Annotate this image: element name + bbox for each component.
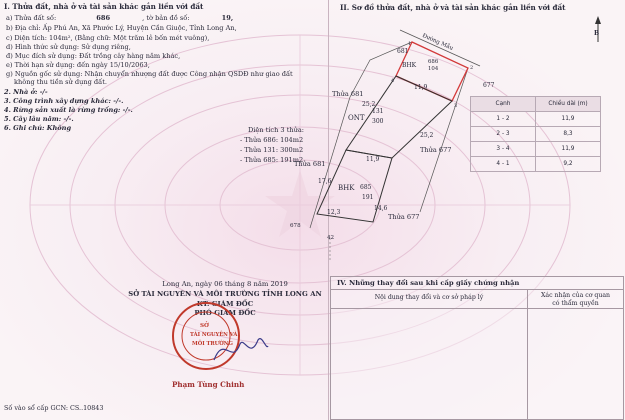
gcn-register-number: Số vào sổ cấp GCN: CS..10843 <box>4 404 104 412</box>
section1-title: I. Thửa đất, nhà ở và tài sản khác gắn liền với đất <box>4 2 204 11</box>
perennial: 5. Cây lâu năm: -/-. <box>4 115 74 123</box>
changes-col-confirm: Xác nhận của cơ quan có thẩm quyền <box>540 292 611 307</box>
table-row: 1 - 2 11,9 <box>471 112 601 127</box>
table-row: 4 - 1 9,2 <box>471 157 601 172</box>
handwritten-signature-icon <box>210 330 270 370</box>
section4-title: IV. Những thay đổi sau khi cấp giấy chứng nhận <box>337 279 520 287</box>
changes-table <box>330 276 624 420</box>
deputy-director: PHÓ GIÁM ĐỐC <box>194 309 256 317</box>
certificate-page: I. Thửa đất, nhà ở và tài sản khác gắn liền với đất a) Thửa đất số: 686 , tờ bản đồ số: 19, b) Địa chỉ: Ấp Phú An, Xã Phước Lý, Huyện Cần Giuộc, Tỉnh Long An, c) Diện tích: 104m², (Bằng chữ: Một trăm lẻ bốn mét vuông), d) Hình thức sử dụng: Sử dụng riêng, đ) Mục đích sử dụng: Đất trồng cây hàng năm khác, e) Thời hạn sử dụng: đến ngày 15/10/2063, g) Nguồn gốc sử dụng: Nhận chuyển nhượng đất được Công nhận QSDĐ như giao đất không thu tiền sử dụng đất. 2. Nhà ở: -/- 3. Công trình xây dựng khác: -/-. 4. Rừng sản xuất là rừng trồng: -/-. 5. Cây lâu năm: -/-. 6. Ghi chú: Không II. Sơ đồ thửa đất, nhà ở và tài sản khác gắn liền với đất B Đường Mẫu 681 BHK 686 104 677 Thửa 681 ONT 131 300 Thửa 677 Thửa 681 BHK 685 191 Thửa 677 678 42 25,2 11,9 25,2 11,9 17,6 12,3 14,6 1 2 3 4 Diện tích 3 thửa: - Thửa 686: 104m2 - Thửa 131: 300m2 - Thửa 685: 191m2 Cạnh Chiều dài (m) 1 - 2 11,9 2 - 3 8,3 3 - 4 11,9 4 - 1 9,2 Long An, ngày 06 tháng 8 năm 2019 SỞ TÀI NGUYÊN VÀ MÔI TRƯỜNG TỈNH LONG AN KT. GIÁM ĐỐC PHÓ GIÁM ĐỐC SỞ TÀI NGUYÊN VÀ MÔI TRƯỜNG Phạm Tùng Chinh Số vào sổ cấp GCN: CS..10843 IV. Những thay đổi sau khi cấp giấy chứng nhận Nội dung thay đổi và cơ sở pháp lý Xác nhận của cơ quan có thẩm quyền <box>0 0 625 420</box>
parcel-number: 686 <box>96 14 111 22</box>
north-label: B <box>594 30 600 37</box>
north-arrow-icon <box>595 16 601 42</box>
sign-date: Long An, ngày 06 tháng 8 năm 2019 <box>162 280 288 288</box>
table-row: 3 - 4 11,9 <box>471 142 601 157</box>
changes-col-content: Nội dung thay đổi và cơ sở pháp lý <box>374 294 484 301</box>
signer-name: Phạm Tùng Chinh <box>172 380 245 389</box>
kt-director: KT. GIÁM ĐỐC <box>196 300 254 308</box>
area: c) Diện tích: 104m², (Bằng chữ: Một trăm lẻ bốn mét vuông), <box>6 34 210 42</box>
parcel-line: a) Thửa đất số: 686 , tờ bản đồ số: 19, <box>6 14 234 22</box>
map-sheet-number: 19, <box>221 14 234 22</box>
house: 2. Nhà ở: -/- <box>4 88 48 96</box>
edge-length-table <box>470 96 601 172</box>
address: b) Địa chỉ: Ấp Phú An, Xã Phước Lý, Huyện Cần Giuộc, Tỉnh Long An, <box>6 24 237 32</box>
origin-line2: không thu tiền sử dụng đất. <box>14 78 107 86</box>
term: e) Thời hạn sử dụng: đến ngày 15/10/2063, <box>6 61 150 69</box>
section2-title: II. Sơ đồ thửa đất, nhà ở và tài sản khác gắn liền với đất <box>340 3 566 12</box>
length-col-header: Chiều dài (m) <box>536 97 601 112</box>
forest: 4. Rừng sản xuất là rừng trồng: -/-. <box>4 106 133 114</box>
use-form: d) Hình thức sử dụng: Sử dụng riêng, <box>6 43 131 51</box>
purpose: đ) Mục đích sử dụng: Đất trồng cây hàng năm khác, <box>6 52 181 60</box>
road-label: Đường Mẫu <box>421 32 454 52</box>
origin-line1: g) Nguồn gốc sử dụng: Nhận chuyển nhượng đất được Công nhận QSDĐ như giao đất <box>6 70 293 78</box>
issuing-department: SỞ TÀI NGUYÊN VÀ MÔI TRƯỜNG TỈNH LONG AN <box>128 290 322 298</box>
notes: 6. Ghi chú: Không <box>4 124 72 132</box>
edge-col-header: Cạnh <box>471 97 536 112</box>
construction: 3. Công trình xây dựng khác: -/-. <box>4 97 124 105</box>
table-row: 2 - 3 8,3 <box>471 127 601 142</box>
